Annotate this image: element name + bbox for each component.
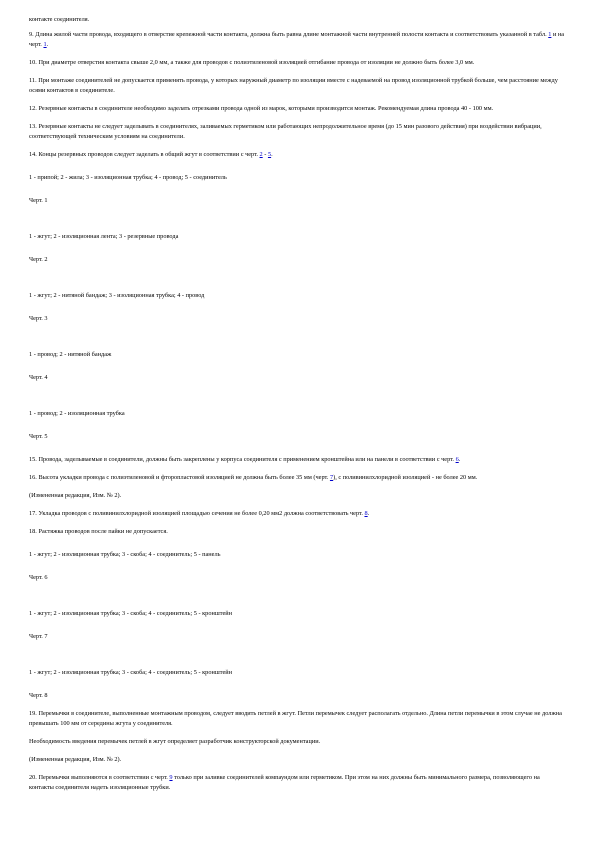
paragraph-17: [29, 509, 565, 519]
paragraph-17-text: 17. Укладка проводов с поливинилхлоридной изоляцией площадью сечения не более 0,20 мм2 должна соответствовать черт.: [29, 510, 365, 517]
paragraph-12: 12. Резервные контакты в соединителе необходимо заделать отрезками провода одной из марок, которыми производится монтаж. Рекомендуемая длина провода 40 - 100 мм.: [29, 105, 494, 112]
link-drawing-1[interactable]: 1: [43, 41, 47, 48]
paragraph-19-note: Необходимость введения перемычек петлей в жгут определяет разработчик конструкторской документации.: [29, 738, 321, 745]
paragraph-15: [29, 455, 565, 465]
paragraph-14-mid: -: [262, 151, 268, 158]
paragraph-9-tail: .: [46, 41, 49, 48]
paragraph-9: [29, 30, 565, 50]
paragraph-14-tail: .: [271, 151, 273, 158]
edition-note-2: (Измененная редакция, Изм. № 2).: [29, 756, 122, 763]
figure-3-legend: 1 - жгут; 2 - нитяной бандаж; 3 - изоляционная трубка; 4 - провод: [29, 292, 205, 299]
paragraph-14-text: 14. Концы резервных проводов следует заделать в общий жгут в соответствии с черт.: [29, 151, 260, 158]
figure-7-legend: 1 - жгут; 2 - изоляционная трубка; 3 - скоба; 4 - соединитель; 5 - кронштейн: [29, 610, 232, 617]
paragraph-11: 11. При монтаже соединителей не допускается применять провода, у которых наружный диаметр по изоляции вместе с надеваемой на провод изоляционной трубкой больше, чем расстояние между осями контактов в соединителе.: [29, 77, 558, 94]
figure-5-caption: Черт. 5: [29, 433, 48, 440]
paragraph-15-tail: .: [458, 456, 461, 463]
paragraph-continuation: контакте соединителя.: [29, 16, 90, 23]
figure-8-legend: 1 - жгут; 2 - изоляционная трубка; 3 - скоба; 4 - соединитель; 5 - кронштейн: [29, 669, 232, 676]
paragraph-16: [29, 473, 565, 483]
paragraph-13: 13. Резервные контакты не следует заделывать в соединителях, заливаемых герметиком или работающих непродолжительное время (до 15 мин разового действия) при воздействии вибрации, соответствующей техническим условиям на соединители.: [29, 123, 542, 140]
paragraph-9-mid: и на черт.: [29, 31, 565, 48]
paragraph-15-text: 15. Провода, заделываемые в соединители, должны быть закреплены у корпуса соединителя с применением кронштейна или на панели в соответствии с черт.: [29, 456, 456, 463]
edition-note-1: (Измененная редакция, Изм. № 2).: [29, 492, 122, 499]
figure-4-legend: 1 - провод; 2 - нитяной бандаж: [29, 351, 112, 358]
link-drawing-9[interactable]: 9: [169, 774, 173, 781]
paragraph-19: 19. Перемычки в соединителе, выполненные монтажным проводом, следует вводить петлей в жгут. Петли перемычек следует располагать отдельно. Длина петли перемычки в этом случае не должна превышать 100 мм от середины жгута у соединителя.: [29, 710, 562, 727]
figure-2-caption: Черт. 2: [29, 256, 48, 263]
figure-5-legend: 1 - провод; 2 - изоляционная трубка: [29, 410, 125, 417]
paragraph-18: 18. Растяжка проводов после пайки не допускается.: [29, 528, 168, 535]
link-drawing-2[interactable]: 2: [259, 151, 263, 158]
figure-3-caption: Черт. 3: [29, 315, 48, 322]
figure-8-caption: Черт. 8: [29, 692, 48, 699]
figure-4-caption: Черт. 4: [29, 374, 48, 381]
figure-2-legend: 1 - жгут; 2 - изоляционная лента; 3 - резервные провода: [29, 233, 179, 240]
link-drawing-6[interactable]: 6: [455, 456, 459, 463]
link-drawing-7[interactable]: 7: [329, 474, 334, 481]
link-drawing-5[interactable]: 5: [267, 151, 272, 158]
paragraph-20-text: 20. Перемычки выполняются в соответствии с черт.: [29, 774, 170, 781]
paragraph-10: 10. При диаметре отверстия контакта свыше 2,0 мм, а также для проводов с полиэтиленовой изоляцией отгибание провода от изоляции не должно быть более 3,0 мм.: [29, 59, 475, 66]
paragraph-16-text: 16. Высота укладки провода с полиэтиленовой и фторопластовой изоляцией не должна быть более 35 мм (черт.: [29, 474, 330, 481]
link-drawing-8[interactable]: 8: [364, 510, 368, 517]
paragraph-17-tail: .: [367, 510, 370, 517]
figure-6-legend: 1 - жгут; 2 - изоляционная трубка; 3 - скоба; 4 - соединитель; 5 - панель: [29, 551, 221, 558]
figure-1-caption: Черт. 1: [29, 197, 48, 204]
figure-1-legend: 1 - припой; 2 - жила; 3 - изоляционная трубка; 4 - провод; 5 - соединитель: [29, 174, 227, 181]
paragraph-14: [29, 150, 565, 160]
figure-7-caption: Черт. 7: [29, 633, 48, 640]
figure-6-caption: Черт. 6: [29, 574, 48, 581]
paragraph-16-tail: ), с поливинилхлоридной изоляцией - не более 20 мм.: [333, 474, 478, 481]
paragraph-9-text: 9. Длина жилой части провода, входящего в отверстие крепежной части контакта, должна быть равна длине монтажной части внутренней полости контакта и соответствовать указанной в табл.: [29, 31, 549, 38]
paragraph-20-tail: только при заливке соединителей компаундом или герметиком. При этом на них должны быть минимального размера, позволяющего на контакты соединителя надеть изоляционные трубки.: [29, 774, 540, 791]
paragraph-20: [29, 773, 565, 793]
link-table-1[interactable]: 1: [548, 31, 552, 38]
